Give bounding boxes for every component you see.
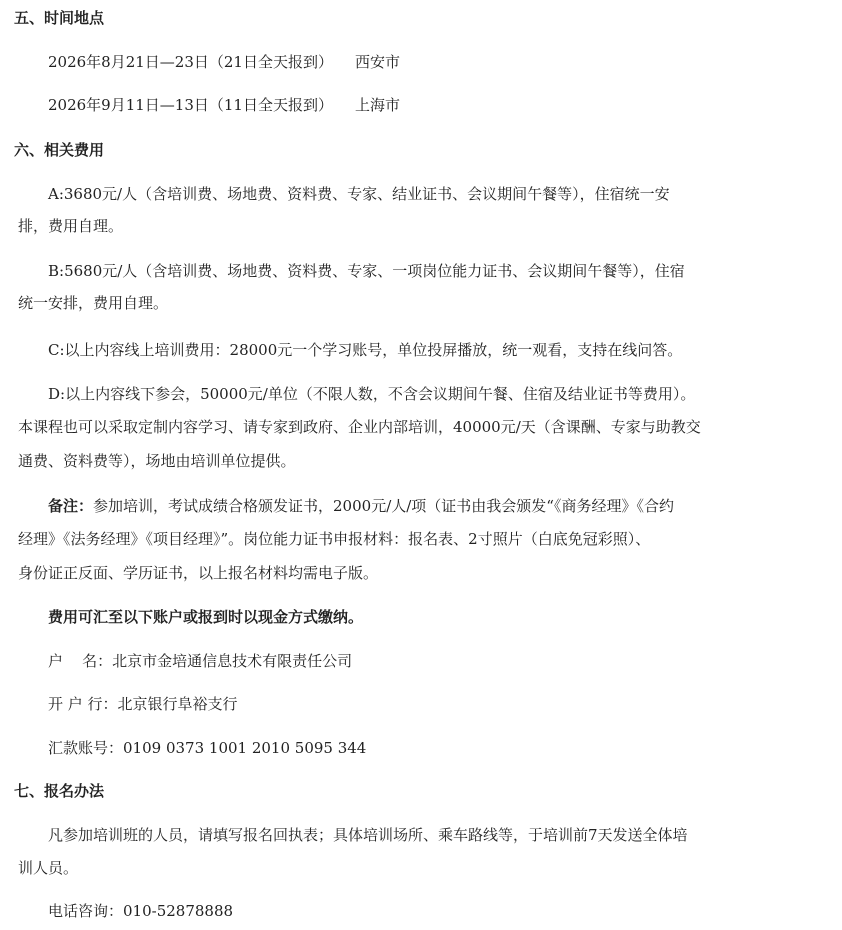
registration-line-2: 训人员。 bbox=[18, 859, 79, 877]
account-name-label: 户 名： bbox=[48, 652, 113, 670]
fee-d-line-2: 本课程也可以采取定制内容学习、请专家到政府、企业内部培训，40000元/天（含课酬、专家与助教交 bbox=[18, 418, 701, 436]
schedule-city: 上海市 bbox=[354, 96, 400, 114]
schedule-city: 西安市 bbox=[354, 53, 400, 71]
account-name-row bbox=[48, 651, 352, 671]
bank-label: 开 户 行： bbox=[48, 695, 118, 713]
section-heading-fees: 六、相关费用 bbox=[14, 141, 105, 159]
fee-b-line-2: 统一安排，费用自理。 bbox=[18, 294, 169, 312]
fee-a-line-2: 排，费用自理。 bbox=[18, 217, 124, 235]
schedule-row-shanghai bbox=[48, 95, 400, 115]
bank-row bbox=[48, 694, 238, 714]
fee-d-line-3: 通费、资料费等），场地由培训单位提供。 bbox=[18, 452, 296, 470]
account-number-value: 0109 0373 1001 2010 5095 344 bbox=[123, 739, 367, 757]
schedule-row-xian bbox=[48, 52, 400, 72]
payment-instruction: 费用可汇至以下账户或报到时以现金方式缴纳。 bbox=[48, 608, 364, 626]
note-line-3: 身份证正反面、学历证书，以上报名材料均需电子版。 bbox=[18, 564, 379, 582]
schedule-date: 2026年8月21日—23日（21日全天报到） bbox=[48, 53, 333, 71]
phone-row bbox=[48, 901, 233, 921]
phone-value: 010-52878888 bbox=[123, 902, 234, 920]
fee-d-line-1: D:以上内容线下参会，50000元/单位（不限人数，不含会议期间午餐、住宿及结业证书等费用）。 bbox=[48, 385, 696, 403]
account-name-value: 北京市金培通信息技术有限责任公司 bbox=[112, 652, 353, 670]
section-heading-time-location: 五、时间地点 bbox=[14, 9, 105, 27]
phone-label: 电话咨询： bbox=[48, 902, 124, 920]
fee-b-line-1: B:5680元/人（含培训费、场地费、资料费、专家、一项岗位能力证书、会议期间午餐等），住宿 bbox=[48, 262, 685, 280]
registration-line-1: 凡参加培训班的人员，请填写报名回执表；具体培训场所、乘车路线等，于培训前7天发送全体培 bbox=[48, 826, 688, 844]
schedule-date: 2026年9月11日—13日（11日全天报到） bbox=[48, 96, 333, 114]
fee-a-line-1: A:3680元/人（含培训费、场地费、资料费、专家、结业证书、会议期间午餐等），住宿统一安 bbox=[48, 185, 670, 203]
account-number-label: 汇款账号： bbox=[48, 739, 124, 757]
note-text: 参加培训，考试成绩合格颁发证书，2000元/人/项（证书由我会颁发“《商务经理》《合约 bbox=[93, 497, 674, 515]
note-line-2: 经理》《法务经理》《项目经理》”。岗位能力证书申报材料：报名表、2寸照片（白底免冠彩照）、 bbox=[18, 530, 651, 548]
note-line-1 bbox=[48, 496, 674, 516]
note-label: 备注： bbox=[48, 497, 94, 515]
bank-value: 北京银行阜裕支行 bbox=[117, 695, 238, 713]
account-number-row bbox=[48, 738, 366, 758]
fee-c-line-1: C:以上内容线上培训费用：28000元一个学习账号，单位投屏播放，统一观看，支持在线问答。 bbox=[48, 341, 683, 359]
section-heading-registration: 七、报名办法 bbox=[14, 782, 105, 800]
